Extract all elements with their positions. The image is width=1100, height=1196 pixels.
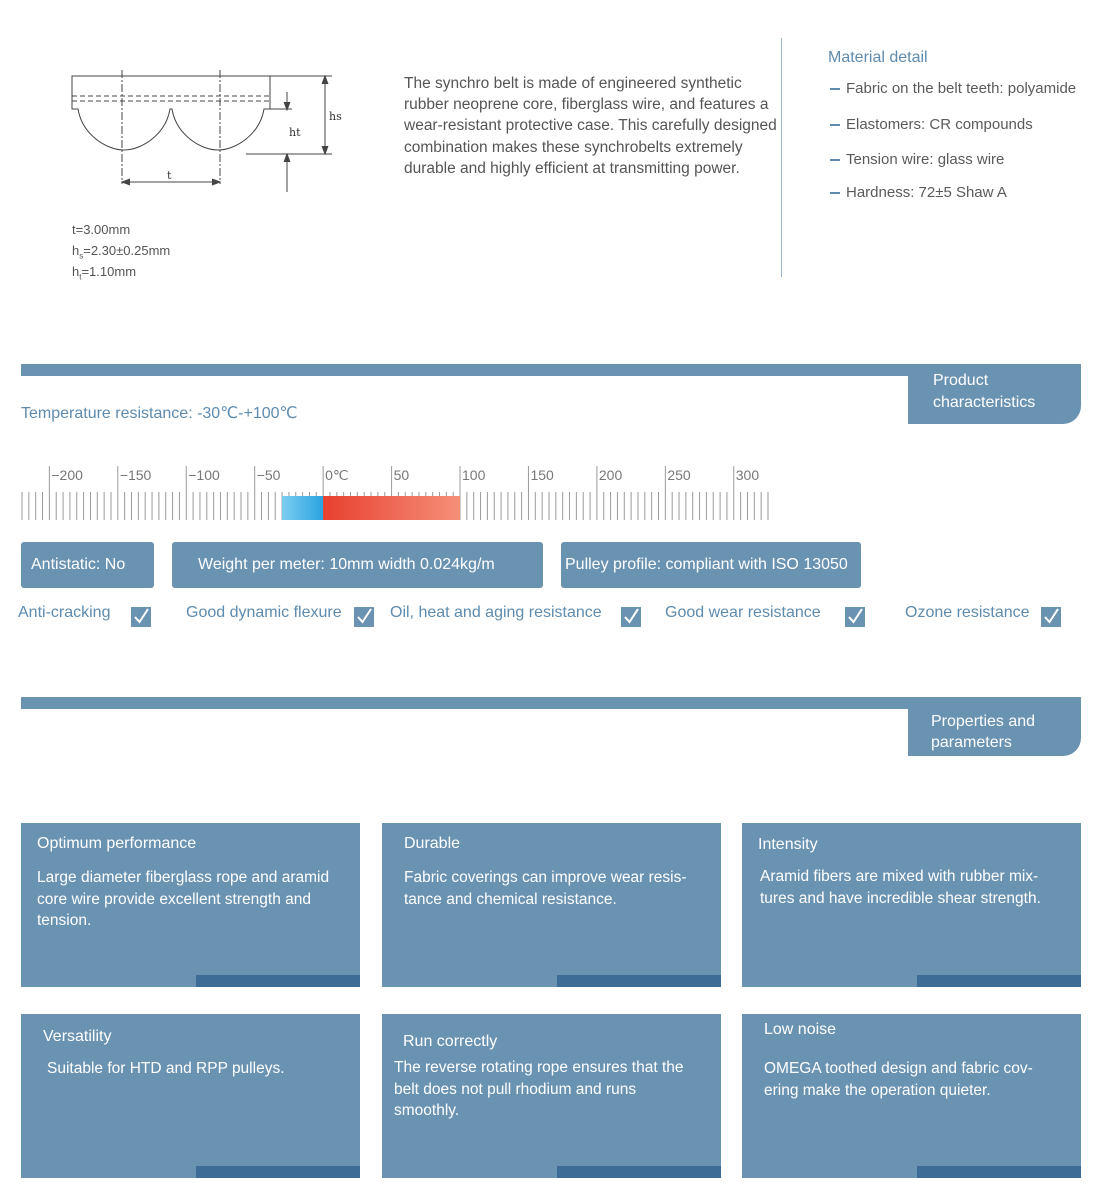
checkmark-icon [621,607,641,627]
material-item [830,184,1007,201]
card-text-line: tension. [37,912,92,929]
weight-badge: Weight per meter: 10mm width 0.024kg/m [172,542,543,588]
spec-pitch: t=3.00mm [72,222,131,237]
card-accent-bar [196,975,360,987]
check-label: Good dynamic flexure [186,604,342,621]
checkbox-icon[interactable] [1041,607,1061,627]
card-text-line: tures and have incredible shear strength. [760,889,1041,907]
scale-tick-label: −150 [119,467,152,483]
feature-card-versatility [21,1014,360,1178]
card-title: Run correctly [403,1033,498,1050]
belt-profile-diagram [60,66,360,198]
antistatic-badge: Antistatic: No [21,542,154,588]
scale-tick-label: 50 [393,467,410,483]
section-tab-line: Product [933,372,989,389]
card-title: Versatility [43,1028,112,1045]
checkbox-icon[interactable] [354,607,374,627]
card-title: Intensity [758,836,818,853]
material-detail-title: Material detail [828,49,928,66]
card-accent-bar [557,975,721,987]
check-label: Ozone resistance [905,604,1030,621]
scale-tick-label: 0℃ [325,467,349,483]
card-text [394,1057,684,1122]
check-item-ozone-resistance [905,604,1030,628]
card-text-line: belt does not pull rhodium and runs [394,1080,637,1098]
scale-tick-label: 200 [598,467,623,483]
product-description: The synchro belt is made of engineered synthetic rubber neoprene core, fiberglass wire, and features a wear-resistant protective case. This carefully designed combination makes these synchrobelts extremely durable and highly efficient at transmitting power. [404,75,777,177]
card-accent-bar [917,975,1081,987]
temperature-resistance-label: Temperature resistance: -30℃-+100℃ [21,405,298,422]
card-title: Durable [404,835,461,852]
check-label: Oil, heat and aging resistance [390,604,602,621]
dash-icon [830,88,840,90]
checkbox-icon[interactable] [621,607,641,627]
scale-tick-label: −200 [51,467,83,483]
feature-card-durable [382,823,721,987]
card-text [764,1058,1033,1101]
card-accent-bar [196,1166,360,1178]
check-label: Anti-cracking [18,604,111,621]
spec-total-height [72,243,170,261]
spec-hs-symbol: h [72,243,80,258]
card-text [37,867,329,932]
hot-range-bar [323,496,460,520]
feature-card-low-noise [742,1014,1081,1178]
card-title: Low noise [764,1021,837,1038]
card-accent-bar [557,1166,721,1178]
dash-icon [830,192,840,194]
card-accent-bar [917,1166,1081,1178]
material-item [830,151,1004,168]
spec-tooth-height [72,264,136,282]
dash-icon [830,124,840,126]
card-text-line: core wire provide excellent strength and [37,890,311,908]
spec-ht-value: =1.10mm [81,264,137,279]
checkmark-icon [354,607,374,627]
scale-tick-label: 100 [462,467,486,483]
hs-dimension-label: hs [329,110,342,123]
card-text-line: The reverse rotating rope ensures that the [394,1059,684,1076]
material-item [830,116,1033,133]
spec-hs-value: =2.30±0.25mm [83,243,171,258]
checkmark-icon [1041,607,1061,627]
section-tab-properties-parameters [908,697,1081,756]
section-tab-line: parameters [931,734,1012,751]
card-text-line: tance and chemical resistance. [404,890,617,908]
ht-dimension-label: ht [289,126,301,139]
material-item-label: Tension wire: glass wire [846,151,1005,168]
section-tab-line: Properties and [931,713,1036,730]
section-tab-product-characteristics [908,364,1081,424]
check-item-anti-cracking [18,604,110,628]
spec-ht-subscript: t [79,272,82,282]
feature-card-optimum-performance [21,823,360,987]
card-text-line: Suitable for HTD and RPP pulleys. [47,1060,285,1077]
card-text-line: OMEGA toothed design and fabric cov- [764,1060,1033,1077]
scale-tick-label: −50 [256,467,281,483]
checkmark-icon [845,607,865,627]
temperature-scale [20,462,770,524]
material-item-label: Hardness: 72±5 Shaw A [846,184,1007,201]
check-item-dynamic-flexure [186,604,342,628]
scale-tick-label: −100 [188,467,220,483]
checkbox-icon[interactable] [131,607,151,627]
check-label: Good wear resistance [665,604,821,621]
section-tab-line: characteristics [933,394,1036,411]
card-text [404,867,687,910]
spec-ht-symbol: h [72,264,80,279]
material-item [830,80,1076,97]
card-title: Optimum performance [37,835,197,852]
material-item-label: Elastomers: CR compounds [846,116,1033,133]
dash-icon [830,159,840,161]
card-text-line: smoothly. [394,1102,460,1119]
cold-range-bar [282,496,323,520]
card-text-line: Fabric coverings can improve wear resis- [404,869,687,886]
card-text-line: Aramid fibers are mixed with rubber mix- [760,868,1039,885]
spec-hs-subscript: s [79,251,84,261]
feature-card-intensity [742,823,1081,987]
t-dimension-label: t [167,169,172,182]
scale-tick-label: 300 [735,467,760,483]
scale-tick-label: 250 [667,467,691,483]
scale-tick-label: 150 [530,467,554,483]
checkmark-icon [131,607,151,627]
pulley-profile-badge: Pulley profile: compliant with ISO 13050 [561,542,861,588]
card-text [760,866,1041,909]
checkbox-icon[interactable] [845,607,865,627]
card-text [47,1058,285,1080]
material-item-label: Fabric on the belt teeth: polyamide [846,80,1077,97]
check-item-oil-heat-aging [390,604,602,628]
card-text-line: Large diameter fiberglass rope and aramid [37,869,330,886]
card-text-line: ering make the operation quieter. [764,1081,991,1099]
feature-card-run-correctly [382,1014,721,1178]
check-item-wear-resistance [665,604,821,628]
vertical-divider [781,38,782,277]
